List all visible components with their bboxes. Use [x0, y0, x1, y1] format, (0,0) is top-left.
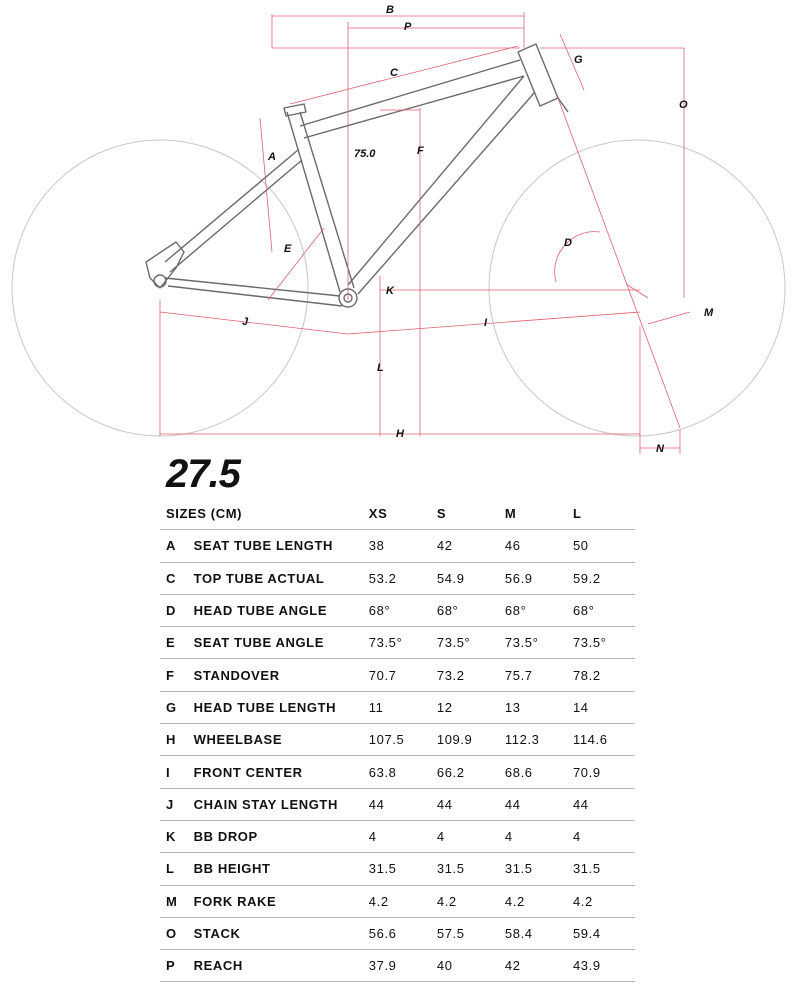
table-row	[160, 659, 635, 691]
table-row	[160, 594, 635, 626]
table-row	[160, 885, 635, 917]
row-value-m: 44	[499, 788, 567, 820]
dim-label-f: F	[417, 145, 424, 157]
bike-frame	[146, 44, 568, 307]
row-value-l: 43.9	[567, 950, 635, 982]
wheel-size-heading: 27.5	[166, 452, 240, 496]
row-value-xs: 73.5°	[363, 627, 431, 659]
row-measurement-name: STANDOVER	[188, 659, 363, 691]
row-key: D	[160, 594, 188, 626]
row-key: I	[160, 756, 188, 788]
table-row	[160, 691, 635, 723]
row-key: L	[160, 853, 188, 885]
geometry-table	[160, 498, 635, 982]
row-value-m: 75.7	[499, 659, 567, 691]
dim-label-d: D	[564, 237, 572, 249]
row-value-m: 42	[499, 950, 567, 982]
row-value-xs: 38	[363, 530, 431, 562]
row-key: J	[160, 788, 188, 820]
dim-label-g: G	[574, 54, 583, 66]
dim-label-l: L	[377, 362, 384, 374]
table-row	[160, 724, 635, 756]
row-value-xs: 31.5	[363, 853, 431, 885]
row-key: K	[160, 820, 188, 852]
row-key: A	[160, 530, 188, 562]
row-value-m: 73.5°	[499, 627, 567, 659]
row-value-xs: 70.7	[363, 659, 431, 691]
row-measurement-name: STACK	[188, 917, 363, 949]
size-header-l: L	[567, 498, 635, 530]
row-value-l: 59.2	[567, 562, 635, 594]
dim-label-a: A	[268, 151, 276, 163]
row-measurement-name: FORK RAKE	[188, 885, 363, 917]
dim-label-h: H	[396, 428, 404, 440]
row-key: C	[160, 562, 188, 594]
row-value-xs: 56.6	[363, 917, 431, 949]
row-value-m: 68°	[499, 594, 567, 626]
row-value-l: 31.5	[567, 853, 635, 885]
dim-label-j: J	[242, 316, 249, 328]
row-value-s: 73.5°	[431, 627, 499, 659]
size-header-s: S	[431, 498, 499, 530]
geometry-table-body	[160, 530, 635, 982]
size-header-m: M	[499, 498, 567, 530]
row-value-xs: 53.2	[363, 562, 431, 594]
row-value-l: 78.2	[567, 659, 635, 691]
dim-label-o: O	[679, 99, 688, 111]
row-key: E	[160, 627, 188, 659]
row-value-s: 68°	[431, 594, 499, 626]
row-value-m: 58.4	[499, 917, 567, 949]
table-row	[160, 788, 635, 820]
row-value-m: 112.3	[499, 724, 567, 756]
row-measurement-name: FRONT CENTER	[188, 756, 363, 788]
size-header-xs: XS	[363, 498, 431, 530]
dim-label-e: E	[284, 243, 292, 255]
row-value-xs: 63.8	[363, 756, 431, 788]
sizes-header-label: SIZES (CM)	[160, 498, 363, 530]
row-value-l: 70.9	[567, 756, 635, 788]
frame-geometry-diagram	[0, 0, 800, 460]
row-measurement-name: REACH	[188, 950, 363, 982]
row-value-l: 50	[567, 530, 635, 562]
row-value-xs: 11	[363, 691, 431, 723]
table-row	[160, 562, 635, 594]
table-row	[160, 530, 635, 562]
row-value-m: 56.9	[499, 562, 567, 594]
row-value-s: 44	[431, 788, 499, 820]
row-value-m: 4.2	[499, 885, 567, 917]
table-header-row	[160, 498, 635, 530]
row-value-s: 4	[431, 820, 499, 852]
row-value-s: 40	[431, 950, 499, 982]
dim-label-k: K	[386, 285, 394, 297]
row-value-s: 73.2	[431, 659, 499, 691]
row-value-s: 31.5	[431, 853, 499, 885]
table-row	[160, 627, 635, 659]
row-measurement-name: HEAD TUBE ANGLE	[188, 594, 363, 626]
row-value-s: 54.9	[431, 562, 499, 594]
row-measurement-name: HEAD TUBE LENGTH	[188, 691, 363, 723]
row-value-xs: 4.2	[363, 885, 431, 917]
dim-label-m: M	[704, 307, 714, 319]
row-value-m: 4	[499, 820, 567, 852]
row-key: M	[160, 885, 188, 917]
row-value-m: 68.6	[499, 756, 567, 788]
row-value-l: 68°	[567, 594, 635, 626]
row-value-xs: 44	[363, 788, 431, 820]
row-value-s: 42	[431, 530, 499, 562]
row-value-xs: 37.9	[363, 950, 431, 982]
row-measurement-name: WHEELBASE	[188, 724, 363, 756]
row-value-l: 44	[567, 788, 635, 820]
row-value-l: 4	[567, 820, 635, 852]
row-measurement-name: BB HEIGHT	[188, 853, 363, 885]
front-wheel	[489, 140, 785, 436]
row-value-s: 109.9	[431, 724, 499, 756]
row-value-s: 66.2	[431, 756, 499, 788]
table-row	[160, 820, 635, 852]
row-value-s: 12	[431, 691, 499, 723]
row-value-l: 4.2	[567, 885, 635, 917]
dim-label-n: N	[656, 443, 664, 455]
dim-label-i: I	[484, 317, 488, 329]
row-value-s: 4.2	[431, 885, 499, 917]
table-row	[160, 853, 635, 885]
row-value-xs: 107.5	[363, 724, 431, 756]
row-key: O	[160, 917, 188, 949]
row-value-s: 57.5	[431, 917, 499, 949]
dim-label-p: P	[404, 21, 412, 33]
row-value-m: 13	[499, 691, 567, 723]
row-value-l: 114.6	[567, 724, 635, 756]
row-value-xs: 4	[363, 820, 431, 852]
angle-value-label: 75.0	[354, 148, 376, 160]
table-row	[160, 756, 635, 788]
dimension-lines	[160, 12, 690, 454]
row-measurement-name: TOP TUBE ACTUAL	[188, 562, 363, 594]
row-value-l: 73.5°	[567, 627, 635, 659]
row-measurement-name: SEAT TUBE LENGTH	[188, 530, 363, 562]
row-key: G	[160, 691, 188, 723]
row-measurement-name: SEAT TUBE ANGLE	[188, 627, 363, 659]
table-row	[160, 950, 635, 982]
row-key: P	[160, 950, 188, 982]
row-measurement-name: BB DROP	[188, 820, 363, 852]
row-value-l: 59.4	[567, 917, 635, 949]
table-row	[160, 917, 635, 949]
row-value-m: 46	[499, 530, 567, 562]
row-value-l: 14	[567, 691, 635, 723]
row-value-m: 31.5	[499, 853, 567, 885]
row-key: H	[160, 724, 188, 756]
row-measurement-name: CHAIN STAY LENGTH	[188, 788, 363, 820]
row-key: F	[160, 659, 188, 691]
row-value-xs: 68°	[363, 594, 431, 626]
dim-label-b: B	[386, 4, 394, 16]
dim-label-c: C	[390, 67, 398, 79]
